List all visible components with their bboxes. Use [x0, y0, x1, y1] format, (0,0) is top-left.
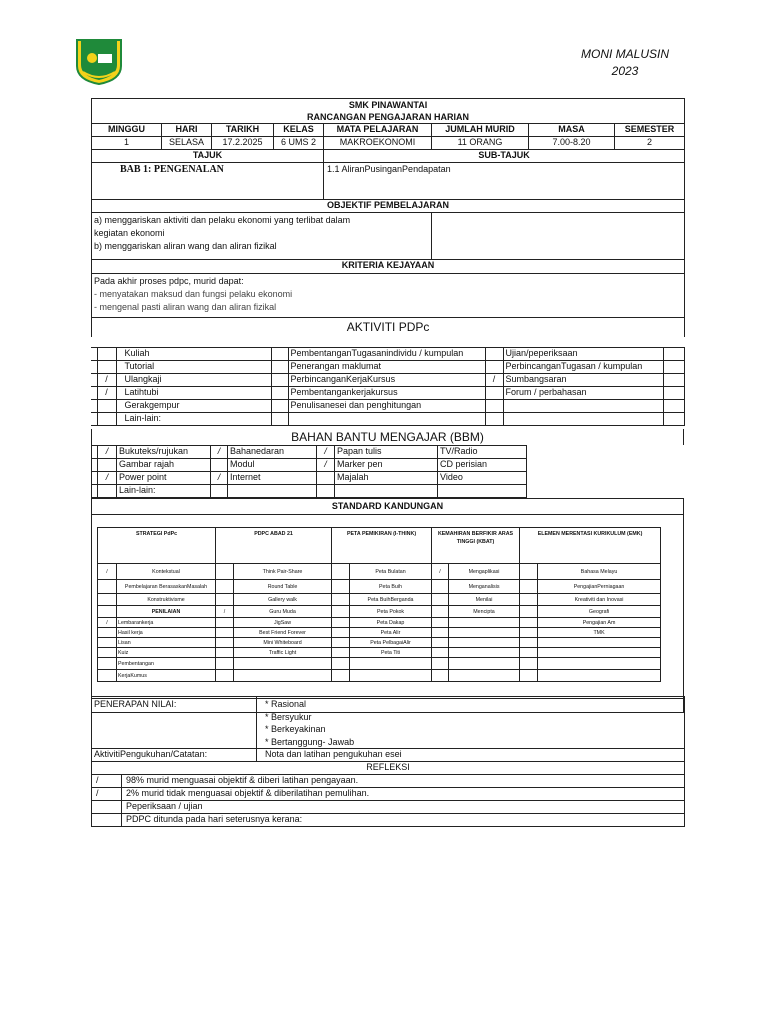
- info-value: 2: [615, 137, 685, 150]
- standard-check: [520, 564, 538, 580]
- objektif-empty: [432, 212, 685, 259]
- aktiviti-check: /: [485, 374, 503, 387]
- school-name: SMK PINAWANTAI: [92, 99, 685, 112]
- standard-item: TMK: [538, 628, 661, 638]
- aktiviti-item: [503, 400, 663, 413]
- objektif-line: kegiatan ekonomi: [94, 227, 165, 238]
- aktiviti-check: /: [97, 374, 116, 387]
- bbm-check: /: [317, 459, 335, 472]
- bbm-item: Gambar rajah: [117, 459, 211, 472]
- standard-check: [332, 564, 350, 580]
- kriteria-line: - mengenal pasti aliran wang dan aliran fizikal: [94, 301, 277, 312]
- standard-check: [98, 638, 117, 648]
- standard-check: [520, 606, 538, 618]
- standard-item: [449, 670, 520, 682]
- aktiviti-item: Ulangkaji: [116, 374, 271, 387]
- standard-item: Peta BuihBerganda: [350, 594, 432, 606]
- subtajuk-label: SUB-TAJUK: [324, 149, 685, 162]
- row-margin: [663, 387, 684, 400]
- standard-item: Traffic Light: [234, 648, 332, 658]
- standard-check: [216, 648, 234, 658]
- standard-item: Peta Dakap: [350, 618, 432, 628]
- standard-item: [234, 658, 332, 670]
- bbm-check: /: [211, 446, 228, 459]
- bbm-check: [317, 485, 335, 498]
- standard-check: [216, 628, 234, 638]
- aktiviti-check: [271, 348, 288, 361]
- standard-check: [216, 618, 234, 628]
- standard-item: [449, 658, 520, 670]
- aktiviti-section: [91, 347, 684, 426]
- document-title: RANCANGAN PENGAJARAN HARIAN: [92, 112, 685, 124]
- standard-item: [538, 648, 661, 658]
- standard-item: [449, 638, 520, 648]
- standard-row: [98, 658, 661, 670]
- standard-item: Peta PelbagaiAlir: [350, 638, 432, 648]
- bbm-item: CD perisian: [438, 459, 527, 472]
- standard-check: [332, 606, 350, 618]
- bbm-blank: [527, 472, 685, 485]
- standard-item: [234, 670, 332, 682]
- info-value: 11 ORANG: [432, 137, 529, 150]
- standard-row: [98, 606, 661, 618]
- aktiviti-row: [91, 348, 684, 361]
- standard-check: [216, 580, 234, 594]
- standard-check: [216, 658, 234, 670]
- bbm-check: /: [317, 446, 335, 459]
- refleksi-check: [92, 814, 122, 827]
- standard-header: PETA PEMIKIRAN (I-THINK): [332, 528, 432, 564]
- bbm-item: Majalah: [335, 472, 438, 485]
- aktiviti-row: [91, 413, 684, 426]
- standard-check: [332, 594, 350, 606]
- standard-header: ELEMEN MERENTASI KURIKULUM (EMK): [520, 528, 661, 564]
- tajuk-label: TAJUK: [92, 149, 324, 162]
- tajuk-value: BAB 1: PENGENALAN: [92, 162, 324, 199]
- standard-row: [98, 580, 661, 594]
- standard-check: [520, 580, 538, 594]
- refleksi-check: /: [92, 788, 122, 801]
- refleksi-check: [92, 801, 122, 814]
- standard-item: KerjaKumus: [117, 670, 216, 682]
- aktiviti-check: [485, 361, 503, 374]
- standard-check: [98, 594, 117, 606]
- bbm-item: TV/Radio: [438, 446, 527, 459]
- aktiviti-check: [485, 387, 503, 400]
- info-header: MINGGU: [92, 124, 162, 137]
- standard-check: /: [432, 564, 449, 580]
- standard-check: [98, 670, 117, 682]
- kriteria-line: Pada akhir proses pdpc, murid dapat:: [94, 275, 244, 286]
- info-header: HARI: [162, 124, 212, 137]
- standard-item: Peta Pokok: [350, 606, 432, 618]
- kriteria-line: - menyatakan maksud dan fungsi pelaku ekonomi: [94, 288, 293, 299]
- standard-item: Peta Buih: [350, 580, 432, 594]
- standard-header: PDPC ABAD 21: [216, 528, 332, 564]
- standard-item: Pembentangan: [117, 658, 216, 670]
- standard-item: [538, 638, 661, 648]
- standard-item: Konstruktivisme: [117, 594, 216, 606]
- standard-check: [332, 648, 350, 658]
- standard-check: [520, 658, 538, 670]
- row-margin: [663, 413, 684, 426]
- aktiviti-check: [485, 348, 503, 361]
- bbm-check: /: [211, 472, 228, 485]
- standard-check: [432, 580, 449, 594]
- aktiviti-check: [271, 374, 288, 387]
- info-value: MAKROEKONOMI: [324, 137, 432, 150]
- standard-row: [98, 638, 661, 648]
- standard-check: [332, 580, 350, 594]
- refleksi-row: [92, 801, 685, 814]
- bbm-item: Marker pen: [335, 459, 438, 472]
- header-year: 2023: [611, 64, 639, 78]
- objektif-line: b) menggariskan aliran wang dan aliran fizikal: [94, 240, 277, 251]
- standard-item: Mengaplikasi: [449, 564, 520, 580]
- subtajuk-value: 1.1 AliranPusinganPendapatan: [324, 162, 685, 199]
- aktiviti-check: [271, 361, 288, 374]
- standard-check: [216, 594, 234, 606]
- aktiviti-item: [288, 413, 485, 426]
- standard-item: Kreativiti dan Inovasi: [538, 594, 661, 606]
- aktiviti-pengukuhan-value: Nota dan latihan pengukuhan esei: [257, 749, 685, 762]
- bbm-check: [211, 485, 228, 498]
- info-header: KELAS: [274, 124, 324, 137]
- aktiviti-pengukuhan-label: AktivitiPengukuhan/Catatan:: [92, 749, 257, 762]
- nilai-section: [91, 696, 684, 827]
- standard-check: [332, 670, 350, 682]
- standard-header: KEMAHIRAN BERFIKIR ARAS TINGGI (KBAT): [432, 528, 520, 564]
- aktiviti-row: [91, 387, 684, 400]
- standard-row: [98, 564, 661, 580]
- bbm-check: [98, 485, 117, 498]
- refleksi-row: [92, 788, 685, 801]
- row-margin: [663, 361, 684, 374]
- bbm-check: /: [98, 472, 117, 485]
- info-header: JUMLAH MURID: [432, 124, 529, 137]
- nilai-list: [257, 697, 685, 749]
- bbm-section: [91, 429, 684, 498]
- standard-check: [520, 670, 538, 682]
- standard-check: [332, 638, 350, 648]
- standard-check: /: [98, 564, 117, 580]
- standard-item: [449, 648, 520, 658]
- refleksi-row: [92, 814, 685, 827]
- standard-item: Peta Bulatan: [350, 564, 432, 580]
- objektif-label: OBJEKTIF PEMBELAJARAN: [92, 199, 685, 212]
- standard-item: JigSaw: [234, 618, 332, 628]
- aktiviti-item: Pembentangankerjakursus: [288, 387, 485, 400]
- objektif-content: [92, 212, 432, 259]
- aktiviti-item: PerbincanganTugasan / kumpulan: [503, 361, 663, 374]
- refleksi-row: [92, 775, 685, 788]
- bbm-item: Bukuteks/rujukan: [117, 446, 211, 459]
- standard-check: [332, 628, 350, 638]
- standard-check: [520, 594, 538, 606]
- nilai-item: * Bersyukur: [265, 711, 312, 722]
- standard-check: [432, 628, 449, 638]
- aktiviti-item: Latihtubi: [116, 387, 271, 400]
- bbm-item: Internet: [228, 472, 317, 485]
- standard-check: [520, 648, 538, 658]
- row-margin: [663, 400, 684, 413]
- standard-check: [98, 658, 117, 670]
- aktiviti-item: Lain-lain:: [116, 413, 271, 426]
- refleksi-item: 98% murid menguasai objektif & diberi latihan pengayaan.: [122, 775, 685, 788]
- bbm-row: [92, 446, 685, 459]
- aktiviti-check: [97, 348, 116, 361]
- standard-item: [449, 618, 520, 628]
- bbm-label: BAHAN BANTU MENGAJAR (BBM): [92, 429, 684, 445]
- bbm-item: Power point: [117, 472, 211, 485]
- standard-check: [98, 606, 117, 618]
- aktiviti-label: AKTIVITI PDPc: [92, 317, 685, 337]
- standard-item: Bahasa Melayu: [538, 564, 661, 580]
- standard-item: Guru Muda: [234, 606, 332, 618]
- bbm-row: [92, 485, 685, 498]
- info-header: TARIKH: [212, 124, 274, 137]
- standard-row: [98, 618, 661, 628]
- aktiviti-check: [271, 413, 288, 426]
- info-header: MATA PELAJARAN: [324, 124, 432, 137]
- standard-item: [350, 670, 432, 682]
- aktiviti-row: [91, 361, 684, 374]
- standard-check: [432, 658, 449, 670]
- standard-check: [98, 580, 117, 594]
- bbm-item: [335, 485, 438, 498]
- bbm-check: [211, 459, 228, 472]
- aktiviti-item: Tutorial: [116, 361, 271, 374]
- standard-item: Hasil kerja: [117, 628, 216, 638]
- aktiviti-row: [91, 400, 684, 413]
- row-margin: [663, 348, 684, 361]
- standard-item: PengajianPerniagaan: [538, 580, 661, 594]
- aktiviti-item: [503, 413, 663, 426]
- aktiviti-check: /: [97, 387, 116, 400]
- aktiviti-check: [485, 400, 503, 413]
- standard-item: Peta Titi: [350, 648, 432, 658]
- standard-item: Pembelajaran BerasaskanMasalah: [117, 580, 216, 594]
- aktiviti-check: [485, 413, 503, 426]
- standard-header: STRATEGI PdPc: [98, 528, 216, 564]
- refleksi-item: PDPC ditunda pada hari seterusnya kerana:: [122, 814, 685, 827]
- nilai-item: * Rasional: [265, 699, 307, 709]
- refleksi-check: /: [92, 775, 122, 788]
- nilai-item: * Bertanggung- Jawab: [265, 736, 355, 747]
- standard-check: [332, 658, 350, 670]
- standard-check: [216, 638, 234, 648]
- info-value: SELASA: [162, 137, 212, 150]
- standard-item: Geografi: [538, 606, 661, 618]
- standard-item: Kuiz: [117, 648, 216, 658]
- standard-item: Round Table: [234, 580, 332, 594]
- standard-check: [432, 594, 449, 606]
- rph-header-section: [91, 98, 684, 337]
- standard-check: [432, 648, 449, 658]
- info-value: 6 UMS 2: [274, 137, 324, 150]
- aktiviti-item: Sumbangsaran: [503, 374, 663, 387]
- standard-label: STANDARD KANDUNGAN: [92, 499, 684, 515]
- nilai-item: * Berkeyakinan: [265, 724, 326, 734]
- refleksi-item: Peperiksaan / ujian: [122, 801, 685, 814]
- standard-check: [432, 606, 449, 618]
- standard-item: Gallery walk: [234, 594, 332, 606]
- bbm-check: [98, 459, 117, 472]
- aktiviti-check: [97, 413, 116, 426]
- aktiviti-item: Ujian/peperiksaan: [503, 348, 663, 361]
- aktiviti-row: [91, 374, 684, 387]
- standard-check: [332, 618, 350, 628]
- standard-item: PENILAIAN: [117, 606, 216, 618]
- aktiviti-item: Penerangan maklumat: [288, 361, 485, 374]
- standard-item: [350, 658, 432, 670]
- standard-row: [98, 594, 661, 606]
- refleksi-label: REFLEKSI: [92, 762, 685, 775]
- bbm-item: Bahanedaran: [228, 446, 317, 459]
- aktiviti-item: Kuliah: [116, 348, 271, 361]
- standard-container: [92, 515, 684, 699]
- standard-check: [98, 628, 117, 638]
- aktiviti-check: [271, 387, 288, 400]
- aktiviti-item: Forum / perbahasan: [503, 387, 663, 400]
- standard-check: /: [98, 618, 117, 628]
- standard-item: Lisan: [117, 638, 216, 648]
- standard-item: Mini Whiteboard: [234, 638, 332, 648]
- standard-item: [449, 628, 520, 638]
- objektif-line: a) menggariskan aktiviti dan pelaku ekonomi yang terlibat dalam: [94, 214, 351, 225]
- standard-check: [432, 670, 449, 682]
- standard-check: /: [216, 606, 234, 618]
- standard-item: [538, 658, 661, 670]
- standard-check: [520, 618, 538, 628]
- standard-item: Menilai: [449, 594, 520, 606]
- kriteria-label: KRITERIA KEJAYAAN: [92, 259, 685, 273]
- bbm-item: Papan tulis: [335, 446, 438, 459]
- aktiviti-check: [271, 400, 288, 413]
- bbm-blank: [527, 485, 685, 498]
- standard-item: Kontekstual: [117, 564, 216, 580]
- standard-item: Peta Alir: [350, 628, 432, 638]
- aktiviti-item: Penulisanesei dan penghitungan: [288, 400, 485, 413]
- bbm-blank: [527, 459, 685, 472]
- aktiviti-item: PembentanganTugasanindividu / kumpulan: [288, 348, 485, 361]
- standard-check: [432, 638, 449, 648]
- standard-item: Menganalisis: [449, 580, 520, 594]
- standard-row: [98, 670, 661, 682]
- standard-item: Mencipta: [449, 606, 520, 618]
- aktiviti-item: Gerakgempur: [116, 400, 271, 413]
- aktiviti-check: [97, 361, 116, 374]
- standard-item: Lembarankerja: [117, 618, 216, 628]
- standard-check: [216, 670, 234, 682]
- standard-row: [98, 628, 661, 638]
- bbm-check: /: [98, 446, 117, 459]
- teacher-name: MONI MALUSIN: [580, 47, 669, 61]
- standard-check: [520, 638, 538, 648]
- bbm-item: [438, 485, 527, 498]
- aktiviti-check: [97, 400, 116, 413]
- nilai-label: PENERAPAN NILAI:: [92, 697, 257, 749]
- standard-check: [216, 564, 234, 580]
- bbm-item: Lain-lain:: [117, 485, 211, 498]
- standard-check: [432, 618, 449, 628]
- bbm-check: [317, 472, 335, 485]
- standard-item: Think Pair-Share: [234, 564, 332, 580]
- info-header: SEMESTER: [615, 124, 685, 137]
- standard-item: Pengajian Am: [538, 618, 661, 628]
- standard-item: [538, 670, 661, 682]
- info-value: 1: [92, 137, 162, 150]
- bbm-blank: [527, 446, 685, 459]
- bbm-item: [228, 485, 317, 498]
- refleksi-item: 2% murid tidak menguasai objektif & diberilatihan pemulihan.: [122, 788, 685, 801]
- standard-item: Best Friend Forever: [234, 628, 332, 638]
- standard-section: [91, 498, 684, 713]
- info-value: 17.2.2025: [212, 137, 274, 150]
- info-value: 7.00-8.20: [529, 137, 615, 150]
- info-header: MASA: [529, 124, 615, 137]
- standard-row: [98, 648, 661, 658]
- aktiviti-item: PerbincanganKerjaKursus: [288, 374, 485, 387]
- standard-check: [98, 648, 117, 658]
- row-margin: [663, 374, 684, 387]
- bbm-item: Video: [438, 472, 527, 485]
- standard-check: [520, 628, 538, 638]
- kriteria-content: [92, 273, 685, 317]
- bbm-row: [92, 472, 685, 485]
- bbm-item: Modul: [228, 459, 317, 472]
- bbm-row: [92, 459, 685, 472]
- school-logo: [74, 36, 124, 86]
